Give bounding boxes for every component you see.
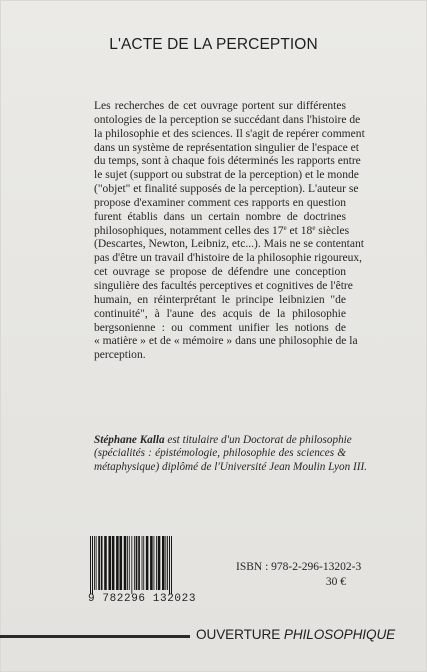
blurb-line: dans un système de représentation singulier de l'espace et — [94, 141, 360, 154]
barcode-number: 9 782296 132023 — [88, 593, 197, 605]
barcode-bar — [124, 536, 127, 590]
barcode-bar — [146, 536, 149, 590]
barcode-bar — [116, 536, 119, 590]
barcode-bar — [138, 536, 140, 590]
bio-text: est titulaire d'un Doctorat de philosophie — [164, 434, 352, 446]
series-rule — [0, 635, 190, 638]
barcode-bar — [108, 536, 111, 590]
blurb-text: et 18 — [286, 224, 313, 237]
series-name-part: OUVERTURE — [196, 627, 284, 642]
barcode-bar — [156, 536, 157, 590]
bio-line: (spécialités : épistémologie, philosophie des sciences & — [94, 447, 346, 460]
book-title: L'ACTE DE LA PERCEPTION — [109, 36, 318, 53]
superscript-e: e — [283, 223, 287, 232]
barcode-bar — [167, 536, 168, 590]
series-name-part-italic: PHILOSOPHIQUE — [283, 627, 396, 642]
blurb-line: du temps, sont à chaque fois déterminés les rapports entre — [94, 155, 361, 168]
barcode — [88, 536, 174, 594]
barcode-bar — [134, 536, 135, 590]
author-bio — [94, 434, 367, 474]
barcode-bar — [158, 536, 161, 590]
barcode-bar — [98, 536, 100, 590]
barcode-bar — [150, 536, 153, 590]
blurb-line: « matière » et de « mémoire » dans une philosophie de la — [94, 335, 358, 348]
barcode-bar — [143, 536, 144, 590]
blurb-line: furent établis dans un certain nombre de doctrines — [94, 210, 346, 223]
blurb-text: siècles — [315, 224, 350, 237]
blurb-line: pas d'être un travail d'histoire de la philosophie rigoureux, — [94, 252, 363, 265]
barcode-bar — [162, 536, 165, 590]
blurb-line: (Descartes, Newton, Leibniz, etc...). Mais ne se contentant — [94, 238, 364, 251]
barcode-bar — [94, 536, 95, 590]
blurb-line: la philosophie et des sciences. Il s'agit de repérer comment — [94, 127, 365, 140]
blurb-line: propose d'examiner comment ces rapports en question — [94, 196, 346, 209]
barcode-bar — [169, 536, 170, 594]
barcode-bar — [96, 536, 97, 590]
barcode-bar — [171, 536, 172, 594]
barcode-bar — [131, 536, 132, 594]
barcode-bar — [142, 536, 143, 590]
barcode-bars — [88, 536, 174, 594]
author-name: Stéphane Kalla — [94, 434, 165, 446]
blurb-line: singulière des facultés perceptives et cognitives de l'être — [94, 279, 353, 292]
blurb-line: humain, en réinterprétant le principe leibnizien "de — [94, 293, 346, 306]
barcode-bar — [165, 536, 166, 590]
barcode-bar — [127, 536, 128, 590]
barcode-bar — [112, 536, 115, 590]
barcode-bar — [92, 536, 93, 594]
blurb-line: perception. — [94, 349, 146, 362]
barcode-bar — [104, 536, 107, 590]
bio-line — [94, 434, 352, 447]
barcode-bar — [101, 536, 103, 590]
isbn: ISBN : 978-2-296-13202-3 — [236, 561, 362, 573]
blurb-line-centuries — [94, 223, 350, 239]
barcode-bar — [129, 536, 130, 590]
barcode-bar — [154, 536, 155, 590]
blurb-line: le sujet (support ou substrat de la perception) et le monde — [94, 169, 359, 182]
barcode-bar — [136, 536, 138, 590]
price: 30 € — [325, 576, 346, 588]
barcode-bar — [90, 536, 91, 594]
blurb-text: philosophiques, notamment celles des 17 — [94, 224, 284, 237]
superscript-e: e — [312, 223, 316, 232]
blurb-line: ontologies de la perception se succédant dans l'histoire de — [94, 113, 361, 126]
blurb-paragraph — [94, 100, 365, 363]
blurb-line: cet ouvrage se propose de défendre une conception — [94, 266, 346, 279]
blurb-line: Les recherches de cet ouvrage portent sur différentes — [94, 100, 346, 112]
series-name — [196, 627, 422, 642]
blurb-line: ("objet" et finalité supposés de la perception). L'auteur se — [94, 183, 359, 196]
barcode-bar — [120, 536, 123, 590]
blurb-line: bergsonienne : ou comment unifier les notions de — [94, 321, 346, 334]
bio-line: métaphysique) diplômé de l'Université Jean Moulin Lyon III. — [94, 460, 367, 473]
blurb-line: continuité", à l'aune des acquis de la philosophie — [94, 307, 346, 320]
